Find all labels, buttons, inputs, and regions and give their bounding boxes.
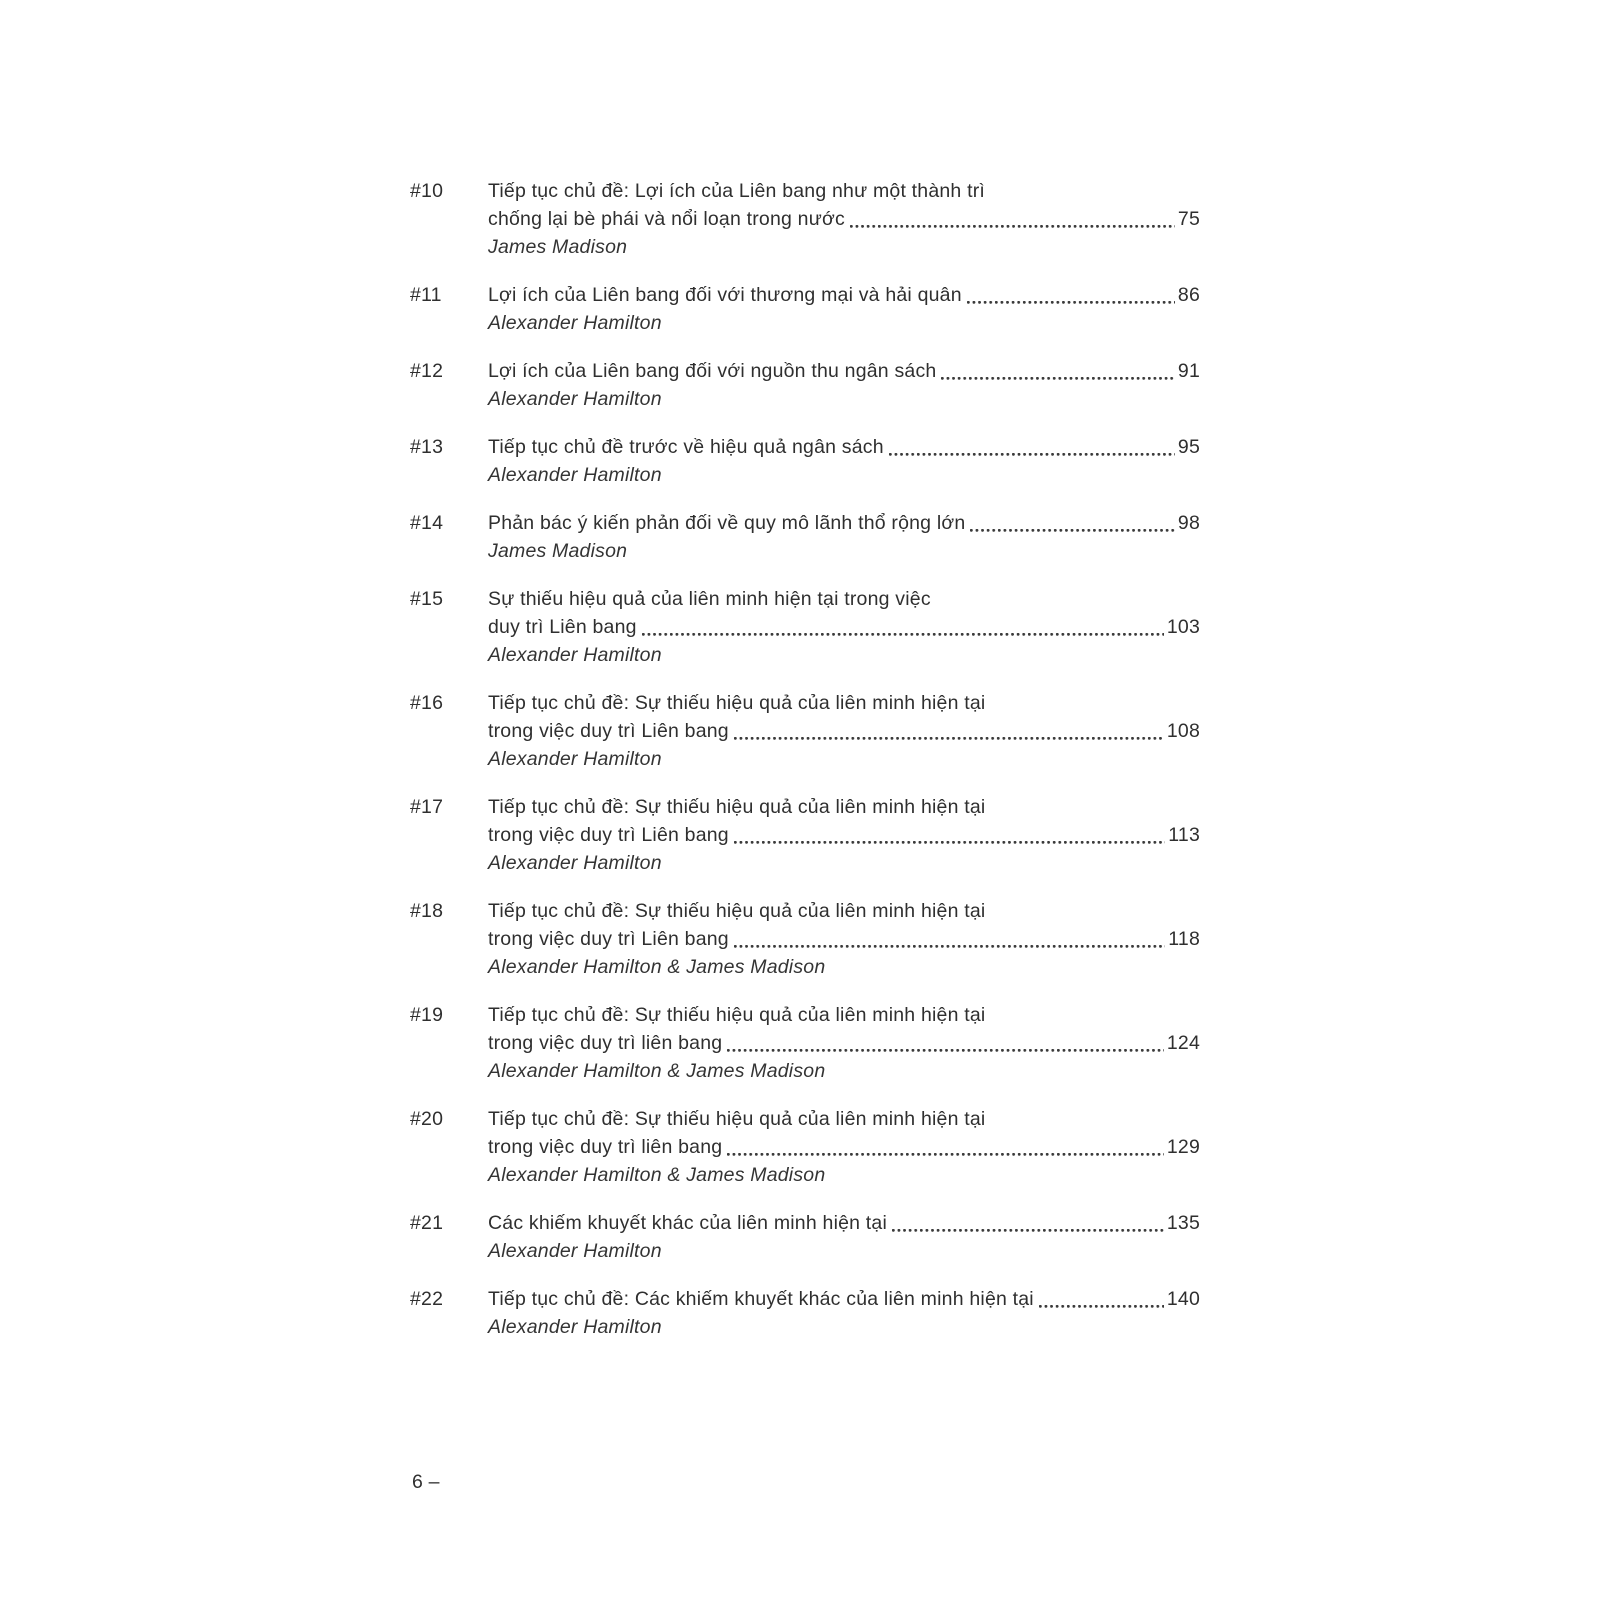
entry-title-text: Phản bác ý kiến phản đối về quy mô lãnh thổ rộng lớn bbox=[488, 512, 966, 534]
entry-body bbox=[488, 433, 1200, 489]
dot-leader bbox=[892, 1229, 1164, 1232]
toc-entry bbox=[410, 1105, 1200, 1189]
entry-body bbox=[488, 689, 1200, 773]
entry-body bbox=[488, 281, 1200, 337]
entry-title-text: duy trì Liên bang bbox=[488, 616, 637, 638]
entry-title-line bbox=[488, 925, 1200, 953]
entry-title-text: trong việc duy trì liên bang bbox=[488, 1136, 723, 1158]
dot-leader bbox=[727, 1049, 1164, 1052]
toc-entry bbox=[410, 585, 1200, 669]
toc-entry bbox=[410, 689, 1200, 773]
entry-author: Alexander Hamilton bbox=[488, 1240, 662, 1262]
entry-number: #20 bbox=[410, 1108, 444, 1130]
entry-title-text: Lợi ích của Liên bang đối với thương mại và hải quân bbox=[488, 284, 962, 306]
entry-number: #19 bbox=[410, 1004, 444, 1026]
entry-title-text: trong việc duy trì Liên bang bbox=[488, 928, 729, 950]
toc-entry bbox=[410, 1285, 1200, 1341]
toc-entry bbox=[410, 177, 1200, 261]
entry-title-line bbox=[488, 1209, 1200, 1237]
entry-title-line bbox=[488, 205, 1200, 233]
entry-page-number: 103 bbox=[1166, 616, 1200, 638]
entry-title-line bbox=[488, 821, 1200, 849]
entry-author: James Madison bbox=[488, 236, 628, 258]
entry-title-line: Sự thiếu hiệu quả của liên minh hiện tại trong việc bbox=[488, 588, 931, 610]
entry-body bbox=[488, 1001, 1200, 1085]
entry-body bbox=[488, 357, 1200, 413]
entry-page-number: 95 bbox=[1177, 436, 1200, 458]
toc-entry bbox=[410, 433, 1200, 489]
entry-author: Alexander Hamilton bbox=[488, 312, 662, 334]
dot-leader bbox=[850, 225, 1175, 228]
entry-number: #11 bbox=[410, 284, 442, 306]
entry-title-text: trong việc duy trì liên bang bbox=[488, 1032, 723, 1054]
entry-number: #10 bbox=[410, 180, 444, 202]
toc-entry bbox=[410, 509, 1200, 565]
toc-entry bbox=[410, 1209, 1200, 1265]
entry-page-number: 108 bbox=[1166, 720, 1200, 742]
dot-leader bbox=[734, 841, 1165, 844]
entry-title-line bbox=[488, 1133, 1200, 1161]
dot-leader bbox=[967, 301, 1175, 304]
entry-page-number: 118 bbox=[1168, 928, 1200, 950]
dot-leader bbox=[970, 529, 1174, 532]
entry-title-line: Tiếp tục chủ đề: Sự thiếu hiệu quả của liên minh hiện tại bbox=[488, 692, 986, 714]
entry-title-line bbox=[488, 281, 1200, 309]
entry-body bbox=[488, 509, 1200, 565]
entry-page-number: 135 bbox=[1166, 1212, 1200, 1234]
dot-leader bbox=[727, 1153, 1164, 1156]
entry-body bbox=[488, 1105, 1200, 1189]
entry-page-number: 129 bbox=[1166, 1136, 1200, 1158]
dot-leader bbox=[642, 633, 1164, 636]
entry-body bbox=[488, 793, 1200, 877]
entry-author: Alexander Hamilton bbox=[488, 464, 662, 486]
entry-body bbox=[488, 1285, 1200, 1341]
entry-body bbox=[488, 1209, 1200, 1265]
entry-number: #13 bbox=[410, 436, 444, 458]
toc-entry bbox=[410, 897, 1200, 981]
entry-number: #16 bbox=[410, 692, 444, 714]
toc-entry bbox=[410, 357, 1200, 413]
entry-number: #18 bbox=[410, 900, 444, 922]
entry-title-text: Lợi ích của Liên bang đối với nguồn thu ngân sách bbox=[488, 360, 937, 382]
entry-author: Alexander Hamilton bbox=[488, 388, 662, 410]
entry-page-number: 86 bbox=[1177, 284, 1200, 306]
entry-title-line bbox=[488, 1029, 1200, 1057]
entry-author: Alexander Hamilton & James Madison bbox=[488, 1164, 826, 1186]
entry-title-line: Tiếp tục chủ đề: Sự thiếu hiệu quả của liên minh hiện tại bbox=[488, 900, 986, 922]
entry-title-line bbox=[488, 433, 1200, 461]
entry-author: Alexander Hamilton & James Madison bbox=[488, 956, 826, 978]
dot-leader bbox=[734, 737, 1164, 740]
entry-author: Alexander Hamilton & James Madison bbox=[488, 1060, 826, 1082]
table-of-contents bbox=[410, 177, 1200, 1361]
entry-title-text: Các khiếm khuyết khác của liên minh hiện tại bbox=[488, 1212, 887, 1234]
entry-page-number: 140 bbox=[1166, 1288, 1200, 1310]
entry-title-line: Tiếp tục chủ đề: Sự thiếu hiệu quả của liên minh hiện tại bbox=[488, 1004, 986, 1026]
dot-leader bbox=[1039, 1305, 1164, 1308]
entry-title-line bbox=[488, 357, 1200, 385]
entry-page-number: 98 bbox=[1177, 512, 1200, 534]
entry-title-text: Tiếp tục chủ đề: Các khiếm khuyết khác của liên minh hiện tại bbox=[488, 1288, 1034, 1310]
dot-leader bbox=[734, 945, 1165, 948]
entry-author: Alexander Hamilton bbox=[488, 748, 662, 770]
entry-body bbox=[488, 585, 1200, 669]
entry-page-number: 91 bbox=[1177, 360, 1200, 382]
entry-author: Alexander Hamilton bbox=[488, 852, 662, 874]
entry-title-line: Tiếp tục chủ đề: Lợi ích của Liên bang như một thành trì bbox=[488, 180, 986, 202]
entry-title-line bbox=[488, 717, 1200, 745]
page-footer-number: 6 – bbox=[412, 1471, 440, 1493]
dot-leader bbox=[889, 453, 1175, 456]
entry-title-line: Tiếp tục chủ đề: Sự thiếu hiệu quả của liên minh hiện tại bbox=[488, 1108, 986, 1130]
entry-page-number: 124 bbox=[1166, 1032, 1200, 1054]
entry-number: #12 bbox=[410, 360, 444, 382]
entry-number: #17 bbox=[410, 796, 444, 818]
entry-title-line bbox=[488, 509, 1200, 537]
entry-body bbox=[488, 897, 1200, 981]
entry-author: Alexander Hamilton bbox=[488, 1316, 662, 1338]
toc-entry bbox=[410, 793, 1200, 877]
entry-number: #22 bbox=[410, 1288, 444, 1310]
entry-author: Alexander Hamilton bbox=[488, 644, 662, 666]
entry-author: James Madison bbox=[488, 540, 628, 562]
entry-title-line bbox=[488, 613, 1200, 641]
entry-number: #21 bbox=[410, 1212, 444, 1234]
entry-page-number: 113 bbox=[1168, 824, 1200, 846]
entry-number: #15 bbox=[410, 588, 444, 610]
entry-title-text: chống lại bè phái và nổi loạn trong nước bbox=[488, 208, 845, 230]
toc-entry bbox=[410, 281, 1200, 337]
toc-entry bbox=[410, 1001, 1200, 1085]
entry-body bbox=[488, 177, 1200, 261]
entry-title-line: Tiếp tục chủ đề: Sự thiếu hiệu quả của liên minh hiện tại bbox=[488, 796, 986, 818]
entry-page-number: 75 bbox=[1177, 208, 1200, 230]
entry-title-text: Tiếp tục chủ đề trước về hiệu quả ngân sách bbox=[488, 436, 884, 458]
entry-title-text: trong việc duy trì Liên bang bbox=[488, 720, 729, 742]
entry-number: #14 bbox=[410, 512, 444, 534]
dot-leader bbox=[941, 377, 1174, 380]
entry-title-line bbox=[488, 1285, 1200, 1313]
entry-title-text: trong việc duy trì Liên bang bbox=[488, 824, 729, 846]
